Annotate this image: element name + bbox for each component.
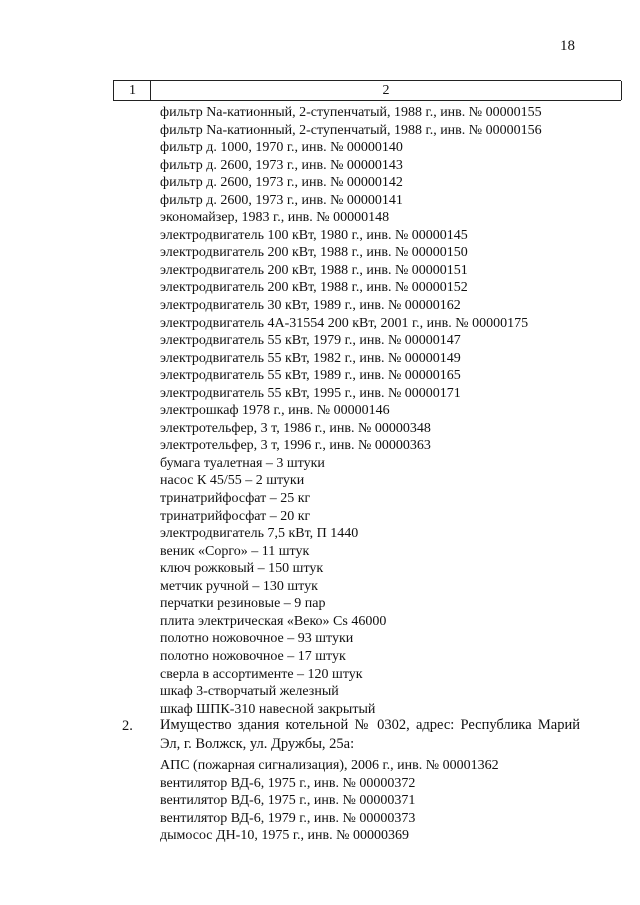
list-item: дымосос ДН-10, 1975 г., инв. № 00000369 bbox=[160, 828, 409, 844]
list-item: фильтр Na-катионный, 2-ступенчатый, 1988 г., инв. № 00000155 bbox=[160, 105, 542, 120]
table-header-col-1: 1 bbox=[113, 81, 151, 100]
table-header-row bbox=[113, 80, 621, 101]
list-item: сверла в ассортименте – 120 штук bbox=[160, 666, 363, 682]
list-item: тринатрийфосфат – 25 кг bbox=[160, 491, 311, 507]
list-item: насос К 45/55 – 2 штуки bbox=[160, 473, 305, 489]
list-item: полотно ножовочное – 93 штуки bbox=[160, 631, 354, 647]
list-item: электродвигатель 4А-31554 200 кВт, 2001 г., инв. № 00000175 bbox=[160, 315, 529, 331]
section-items-list bbox=[160, 757, 499, 845]
list-item: фильтр д. 1000, 1970 г., инв. № 00000140 bbox=[160, 140, 403, 156]
list-item: ключ рожковый – 150 штук bbox=[160, 561, 324, 577]
list-item: фильтр д. 2600, 1973 г., инв. № 00000142 bbox=[160, 175, 403, 191]
list-item: вентилятор ВД-6, 1979 г., инв. № 00000373 bbox=[160, 810, 416, 826]
list-item: электродвигатель 55 кВт, 1979 г., инв. № 00000147 bbox=[160, 333, 461, 349]
list-item: бумага туалетная – 3 штуки bbox=[160, 455, 325, 471]
list-item: шкаф ШПК-310 навесной закрытый bbox=[160, 701, 376, 717]
section-heading: Имущество здания котельной № 0302, адрес: Республика Марий Эл, г. Волжск, ул. Дружбы, 25а: bbox=[160, 717, 580, 752]
list-item: электродвигатель 55 кВт, 1982 г., инв. № 00000149 bbox=[160, 350, 461, 366]
list-item: фильтр д. 2600, 1973 г., инв. № 00000143 bbox=[160, 157, 403, 173]
list-item: перчатки резиновые – 9 пар bbox=[160, 596, 326, 612]
list-item: электродвигатель 200 кВт, 1988 г., инв. № 00000150 bbox=[160, 245, 468, 261]
list-item: шкаф 3-створчатый железный bbox=[160, 684, 339, 700]
list-item: электродвигатель 55 кВт, 1995 г., инв. № 00000171 bbox=[160, 385, 461, 401]
list-item: электротельфер, 3 т, 1996 г., инв. № 00000363 bbox=[160, 438, 431, 454]
list-item: электрошкаф 1978 г., инв. № 00000146 bbox=[160, 403, 390, 419]
list-item: АПС (пожарная сигнализация), 2006 г., инв. № 00001362 bbox=[160, 758, 499, 773]
list-item: экономайзер, 1983 г., инв. № 00000148 bbox=[160, 210, 390, 226]
section-number: 2. bbox=[122, 718, 133, 734]
list-item: плита электрическая «Веко» Cs 46000 bbox=[160, 613, 387, 629]
list-item: электродвигатель 200 кВт, 1988 г., инв. № 00000151 bbox=[160, 262, 468, 278]
list-item: фильтр Na-катионный, 2-ступенчатый, 1988 г., инв. № 00000156 bbox=[160, 122, 542, 138]
list-item: метчик ручной – 130 штук bbox=[160, 578, 318, 594]
list-item: электротельфер, 3 т, 1986 г., инв. № 00000348 bbox=[160, 420, 431, 436]
list-item: электродвигатель 55 кВт, 1989 г., инв. № 00000165 bbox=[160, 368, 461, 384]
list-item: электродвигатель 7,5 кВт, П 1440 bbox=[160, 526, 359, 542]
list-item: электродвигатель 100 кВт, 1980 г., инв. № 00000145 bbox=[160, 227, 468, 243]
list-item: вентилятор ВД-6, 1975 г., инв. № 00000372 bbox=[160, 775, 416, 791]
page-number: 18 bbox=[560, 38, 575, 54]
list-item: веник «Сорго» – 11 штук bbox=[160, 543, 310, 559]
table-header-col-2: 2 bbox=[150, 81, 622, 100]
list-item: вентилятор ВД-6, 1975 г., инв. № 00000371 bbox=[160, 793, 416, 809]
list-item: фильтр д. 2600, 1973 г., инв. № 00000141 bbox=[160, 192, 403, 208]
list-item: полотно ножовочное – 17 штук bbox=[160, 648, 346, 664]
list-item: тринатрийфосфат – 20 кг bbox=[160, 508, 311, 524]
list-item: электродвигатель 30 кВт, 1989 г., инв. № 00000162 bbox=[160, 298, 461, 314]
property-items-list bbox=[160, 104, 542, 718]
list-item: электродвигатель 200 кВт, 1988 г., инв. № 00000152 bbox=[160, 280, 468, 296]
